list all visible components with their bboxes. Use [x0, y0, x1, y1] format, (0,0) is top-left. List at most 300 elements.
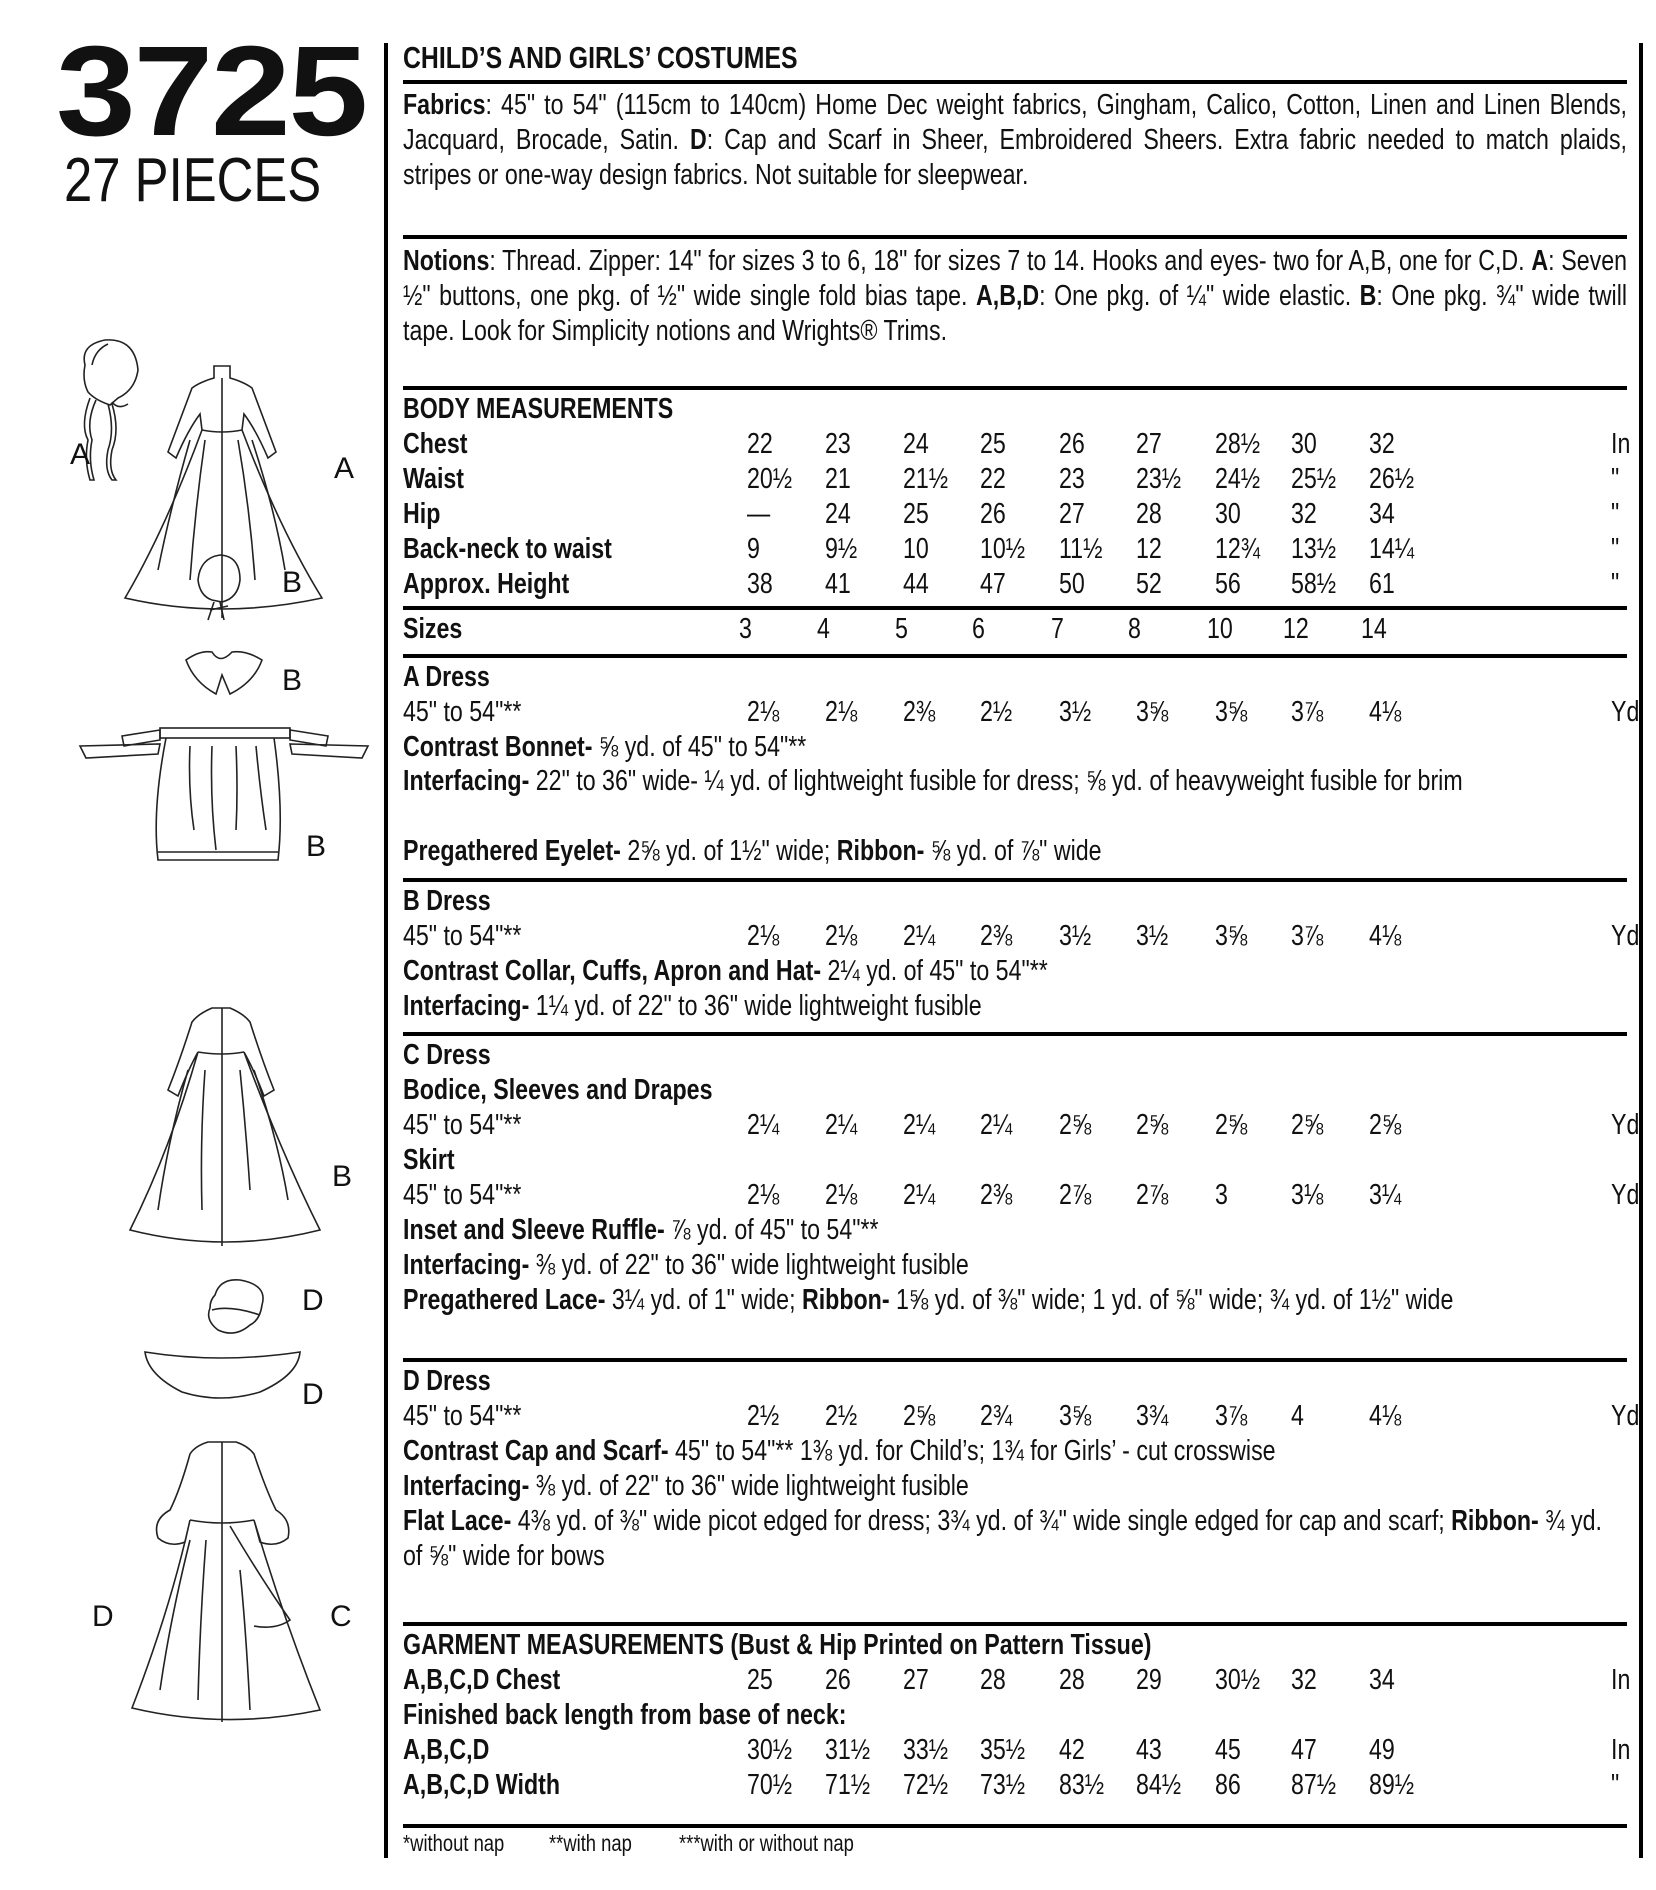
size-value-text: 2½: [825, 1400, 858, 1432]
d-dress-fabric-row: [403, 1399, 1640, 1434]
size-value: [1136, 919, 1176, 954]
dress-b-drawing: [130, 1008, 320, 1246]
size-value: [980, 1663, 1012, 1698]
cap-d-drawing: [209, 1280, 263, 1333]
unit-label: [1611, 462, 1621, 497]
size-value-text: 30½: [1215, 1664, 1261, 1696]
rule: [403, 1032, 1627, 1036]
size-value: [747, 1733, 803, 1768]
garment-measurements-heading: GARMENT MEASUREMENTS (Bust & Hip Printed on Pattern Tissue): [403, 1629, 1152, 1661]
row-label-text: Waist: [403, 463, 465, 495]
size-value-text: 9: [747, 533, 760, 565]
size-value-text: 3: [1215, 1179, 1228, 1211]
size-value-text: 2¾: [980, 1400, 1013, 1432]
size-value: [747, 427, 779, 462]
size-value: [1291, 695, 1331, 730]
size-value: [1215, 462, 1271, 497]
size-value-text: 32: [1369, 428, 1395, 460]
size-header-text: 3: [739, 613, 752, 645]
rule: [403, 235, 1627, 239]
size-value: [903, 695, 943, 730]
c-bodice-row: [403, 1108, 1640, 1143]
sizes-label: Sizes: [403, 613, 463, 645]
d-dress-heading: D Dress: [403, 1365, 491, 1397]
garment-back-row: [403, 1733, 1631, 1768]
c-dress-heading: C Dress: [403, 1039, 491, 1071]
size-value: [903, 1663, 935, 1698]
unit-label: [1611, 567, 1621, 602]
size-value: [747, 532, 763, 567]
a-bonnet-label: Contrast Bonnet-: [403, 731, 593, 763]
size-value-text: 23½: [1136, 463, 1182, 495]
unit-label: [1611, 1399, 1646, 1434]
b-contrast-text: 2¼ yd. of 45" to 54"**: [821, 955, 1048, 987]
size-value: [1215, 695, 1255, 730]
notions-b-label: B: [1359, 280, 1377, 312]
size-value: [1136, 427, 1168, 462]
footnote-without-nap: [403, 1830, 530, 1857]
size-value-text: 3⅞: [1215, 1400, 1248, 1432]
size-value-text: 2⅝: [1291, 1109, 1324, 1141]
b-interfacing-label: Interfacing-: [403, 990, 530, 1022]
a-ribbon-text: ⅝ yd. of ⅞" wide: [924, 835, 1102, 867]
size-value: [747, 695, 787, 730]
size-value: [903, 1178, 943, 1213]
row-label-text: Chest: [403, 428, 468, 460]
size-value: [1136, 532, 1168, 567]
notions-abd-label: A,B,D: [976, 280, 1040, 312]
row-label-text: Approx. Height: [403, 568, 570, 600]
row-label: [403, 1399, 551, 1434]
size-value-text: 2⅞: [1136, 1179, 1169, 1211]
size-value-text: 2⅛: [747, 1179, 780, 1211]
size-value-text: 3⅞: [1291, 920, 1324, 952]
row-label: [403, 1663, 600, 1698]
size-value-text: 22: [980, 463, 1006, 495]
notions-text: : Seven ½" buttons, one pkg. of ½" wide single fold bias tape.: [403, 245, 1628, 312]
unit-label-text: Yd: [1611, 1179, 1640, 1211]
size-value: [1369, 462, 1425, 497]
size-value-text: 26½: [1369, 463, 1415, 495]
size-value-text: 86: [1215, 1769, 1241, 1801]
size-value: [1215, 497, 1247, 532]
size-value-text: 28: [1136, 498, 1162, 530]
row-label-text: 45" to 54"**: [403, 1179, 522, 1211]
size-value: [1215, 1768, 1247, 1803]
size-value-text: 41: [825, 568, 851, 600]
size-value: [980, 532, 1036, 567]
view-label-d-scarf: D: [302, 1378, 324, 1411]
size-value: [747, 497, 776, 532]
size-header: [895, 612, 911, 647]
size-value: [1291, 427, 1323, 462]
row-label: [403, 497, 450, 532]
size-value: [747, 1108, 787, 1143]
size-value-text: 43: [1136, 1734, 1162, 1766]
size-value: [825, 695, 865, 730]
size-value-text: 3⅝: [1136, 696, 1169, 728]
size-value-text: 33½: [903, 1734, 949, 1766]
size-value-text: 89½: [1369, 1769, 1415, 1801]
body-measurements-heading: [403, 392, 741, 427]
size-value-text: 25: [747, 1664, 773, 1696]
size-value: [1369, 1178, 1409, 1213]
size-value: [747, 1663, 779, 1698]
size-value: [1215, 919, 1255, 954]
measurement-row: [403, 427, 1631, 462]
size-value: [1059, 497, 1091, 532]
a-interfacing-label: Interfacing-: [403, 765, 530, 797]
view-label-c-dress: C: [330, 1600, 352, 1633]
size-value: [747, 1768, 803, 1803]
c-ribbon-label: Ribbon-: [801, 1284, 890, 1316]
unit-label-text: In: [1611, 1664, 1631, 1696]
b-contrast-label: Contrast Collar, Cuffs, Apron and Hat-: [403, 955, 822, 987]
c-bodice-heading: Bodice, Sleeves and Drapes: [403, 1074, 713, 1106]
size-header: [817, 612, 833, 647]
size-value-text: 2⅛: [825, 920, 858, 952]
unit-label-text: ": [1611, 533, 1620, 565]
size-value: [1059, 1768, 1115, 1803]
notions-text: : One pkg. ¾" wide twill tape. Look for Simplicity notions and Wrights® Trims.: [403, 280, 1628, 347]
sizes-row: [403, 612, 1627, 647]
a-eyelet-text: 2⅝ yd. of 1½" wide;: [620, 835, 837, 867]
scarf-d-drawing: [145, 1352, 300, 1398]
size-value-text: 3½: [1136, 920, 1169, 952]
size-value: [1059, 532, 1113, 567]
unit-label-text: Yd: [1611, 1109, 1640, 1141]
size-header: [1283, 612, 1315, 647]
measurement-row: [403, 462, 1627, 497]
d-cap-label: Contrast Cap and Scarf-: [403, 1435, 669, 1467]
size-value-text: 49: [1369, 1734, 1395, 1766]
size-value: [1059, 567, 1091, 602]
size-value: [1059, 427, 1091, 462]
row-label: [403, 919, 551, 954]
size-value-text: —: [747, 498, 771, 530]
size-value: [1291, 1663, 1323, 1698]
size-value-text: 4⅛: [1369, 696, 1402, 728]
size-value: [980, 919, 1020, 954]
size-value-text: 25½: [1291, 463, 1337, 495]
size-value-text: 21½: [903, 463, 949, 495]
unit-label: [1611, 497, 1621, 532]
size-value-text: 21: [825, 463, 851, 495]
size-value-text: 87½: [1291, 1769, 1337, 1801]
size-value-text: 24: [825, 498, 851, 530]
size-value: [1369, 695, 1409, 730]
c-interfacing-text: ⅜ yd. of 22" to 36" wide lightweight fusible: [529, 1249, 969, 1281]
size-value-text: 2⅛: [747, 696, 780, 728]
size-value-text: 10½: [980, 533, 1026, 565]
unit-label: [1611, 427, 1635, 462]
size-value: [980, 1178, 1020, 1213]
size-value-text: 2⅜: [980, 920, 1013, 952]
a-dress-fabric-row: [403, 695, 1640, 730]
size-value-text: 2⅝: [903, 1400, 936, 1432]
size-value: [980, 462, 1012, 497]
size-value: [1369, 1733, 1401, 1768]
size-value: [1136, 497, 1168, 532]
unit-label: [1611, 532, 1621, 567]
size-value: [1136, 462, 1192, 497]
size-value-text: 2¼: [825, 1109, 858, 1141]
unit-label-text: Yd: [1611, 1400, 1640, 1432]
c-lace-text: 3¼ yd. of 1" wide;: [605, 1284, 802, 1316]
size-header-text: 10: [1207, 613, 1233, 645]
size-header-text: 7: [1051, 613, 1064, 645]
size-value: [1369, 532, 1425, 567]
rule: [403, 1622, 1627, 1626]
size-value-text: 2½: [747, 1400, 780, 1432]
footnote-text: *without nap: [403, 1830, 505, 1856]
view-label-d-dress: D: [92, 1600, 114, 1633]
row-label-text: 45" to 54"**: [403, 1109, 522, 1141]
fabrics-text: : 45" to 54" (115cm to 140cm) Home Dec weight fabrics, Gingham, Calico, Cotton, Linen and Linen Blends, Jacquard, Brocade, Satin.: [403, 89, 1628, 156]
size-value: [980, 1733, 1036, 1768]
size-header: [739, 612, 755, 647]
size-value-text: 45: [1215, 1734, 1241, 1766]
row-label-text: 45" to 54"**: [403, 696, 522, 728]
size-value: [1059, 1663, 1091, 1698]
row-label-text: 45" to 54"**: [403, 1400, 522, 1432]
size-value-text: 25: [980, 428, 1006, 460]
notions-text: : One pkg. of ¼" wide elastic.: [1039, 280, 1360, 312]
size-value: [825, 919, 865, 954]
rule: [403, 606, 1627, 610]
size-value: [1215, 427, 1271, 462]
size-value: [825, 1663, 857, 1698]
pieces-count: 27 PIECES: [64, 146, 322, 215]
size-value-text: 2⅛: [825, 1179, 858, 1211]
view-label-b-dress: B: [332, 1160, 353, 1193]
rule: [403, 1824, 1627, 1828]
d-interfacing-text: ⅜ yd. of 22" to 36" wide lightweight fusible: [529, 1470, 969, 1502]
size-value-text: 2¼: [903, 1109, 936, 1141]
row-label: [403, 567, 611, 602]
illustrations-panel: [40, 330, 380, 1750]
size-value-text: 35½: [980, 1734, 1026, 1766]
size-value: [1291, 497, 1323, 532]
size-value: [980, 1108, 1020, 1143]
size-value-text: 52: [1136, 568, 1162, 600]
garment-illustrations: [40, 330, 380, 1750]
row-label: [403, 1178, 551, 1213]
size-value: [1136, 1733, 1168, 1768]
rule: [403, 654, 1627, 658]
size-value-text: 71½: [825, 1769, 871, 1801]
size-value-text: 3⅝: [1215, 920, 1248, 952]
size-value: [980, 1399, 1020, 1434]
row-label: [403, 1108, 551, 1143]
heading-text: BODY MEASUREMENTS: [403, 393, 674, 425]
c-skirt-heading: Skirt: [403, 1144, 455, 1176]
size-value: [747, 567, 779, 602]
size-value: [1215, 1178, 1231, 1213]
size-value-text: 83½: [1059, 1769, 1105, 1801]
footnote-text: **with nap: [549, 1830, 632, 1856]
size-value-text: 38: [747, 568, 773, 600]
size-value-text: 25: [903, 498, 929, 530]
size-value-text: 2⅜: [980, 1179, 1013, 1211]
size-value: [980, 497, 1012, 532]
size-value: [1215, 567, 1247, 602]
view-label-b-collar: B: [282, 664, 303, 697]
notions-a-label: A: [1531, 245, 1549, 277]
fabrics-d-label: D: [689, 124, 707, 156]
left-divider: [384, 43, 388, 1858]
unit-label-text: Yd: [1611, 696, 1640, 728]
size-value: [1059, 462, 1091, 497]
rule: [403, 878, 1627, 882]
notions-block: [403, 244, 1627, 349]
size-value-text: 50: [1059, 568, 1085, 600]
size-value-text: 28: [980, 1664, 1006, 1696]
size-value: [1369, 1768, 1425, 1803]
size-value: [1059, 1108, 1099, 1143]
size-value-text: 3⅝: [1215, 696, 1248, 728]
d-interfacing-label: Interfacing-: [403, 1470, 530, 1502]
size-value-text: 73½: [980, 1769, 1026, 1801]
size-value: [1291, 567, 1347, 602]
size-header-text: 6: [972, 613, 985, 645]
size-value-text: 2⅛: [825, 696, 858, 728]
row-label: [403, 462, 479, 497]
size-value: [1369, 1663, 1401, 1698]
size-value: [1059, 1399, 1099, 1434]
size-value-text: 3½: [1059, 696, 1092, 728]
size-value-text: 28½: [1215, 428, 1261, 460]
b-interfacing-text: 1¼ yd. of 22" to 36" wide lightweight fusible: [529, 990, 982, 1022]
size-value: [1369, 1399, 1409, 1434]
size-value: [1136, 1178, 1176, 1213]
size-value: [903, 919, 943, 954]
size-value: [1136, 1399, 1176, 1434]
size-value: [825, 532, 865, 567]
size-value-text: 10: [903, 533, 929, 565]
fabrics-label: Fabrics: [403, 89, 486, 121]
size-value: [825, 497, 857, 532]
size-header-text: 8: [1128, 613, 1141, 645]
size-value-text: 23: [1059, 463, 1085, 495]
size-value: [1215, 532, 1271, 567]
size-value-text: 24: [903, 428, 929, 460]
row-label: [403, 695, 551, 730]
size-value-text: 2½: [980, 696, 1013, 728]
size-value-text: 4: [1291, 1400, 1304, 1432]
size-value: [1291, 1399, 1307, 1434]
size-value-text: 26: [980, 498, 1006, 530]
size-value-text: 3½: [1059, 920, 1092, 952]
size-value-text: 22: [747, 428, 773, 460]
rule: [403, 386, 1627, 390]
size-value-text: 29: [1136, 1664, 1162, 1696]
size-value: [980, 1768, 1036, 1803]
row-label: [403, 427, 484, 462]
size-value-text: 3⅝: [1059, 1400, 1092, 1432]
measurement-row: [403, 567, 1627, 602]
fabrics-block: [403, 88, 1627, 193]
c-interfacing-label: Interfacing-: [403, 1249, 530, 1281]
c-lace-label: Pregathered Lace-: [403, 1284, 606, 1316]
size-value-text: 3⅛: [1291, 1179, 1324, 1211]
c-ruffle-text: ⅞ yd. of 45" to 54"**: [664, 1214, 879, 1246]
size-value: [1369, 1108, 1409, 1143]
size-value-text: 2¼: [747, 1109, 780, 1141]
unit-label: [1611, 1178, 1646, 1213]
size-value-text: 47: [980, 568, 1006, 600]
size-value: [903, 532, 935, 567]
size-value: [903, 1768, 959, 1803]
size-value: [747, 919, 787, 954]
size-value: [1369, 427, 1401, 462]
d-lace-label: Flat Lace-: [403, 1505, 512, 1537]
size-value-text: 2¼: [980, 1109, 1013, 1141]
size-value-text: 23: [825, 428, 851, 460]
size-value-text: 70½: [747, 1769, 793, 1801]
unit-label-text: ": [1611, 498, 1620, 530]
unit-label-text: Yd: [1611, 920, 1640, 952]
size-value-text: 2¼: [903, 920, 936, 952]
unit-label: [1611, 695, 1646, 730]
size-value-text: 12: [1136, 533, 1162, 565]
view-label-d-cap: D: [302, 1284, 324, 1317]
pattern-number: 3725: [56, 20, 366, 163]
size-value-text: 34: [1369, 498, 1395, 530]
size-value-text: 2¼: [903, 1179, 936, 1211]
size-value: [903, 567, 935, 602]
bonnet-a-drawing: [84, 340, 138, 480]
size-value: [1291, 1178, 1331, 1213]
size-value-text: 27: [1059, 498, 1085, 530]
size-value-text: 28: [1059, 1664, 1085, 1696]
size-header-text: 12: [1283, 613, 1309, 645]
size-header-text: 14: [1361, 613, 1387, 645]
measurement-row: [403, 497, 1627, 532]
size-value-text: 2⅝: [1215, 1109, 1248, 1141]
unit-label: [1611, 1768, 1621, 1803]
size-value-text: 84½: [1136, 1769, 1182, 1801]
size-value: [903, 427, 935, 462]
d-ribbon-label: Ribbon-: [1451, 1505, 1539, 1537]
size-value: [1136, 1663, 1168, 1698]
size-value-text: 72½: [903, 1769, 949, 1801]
unit-label-text: ": [1611, 1769, 1620, 1801]
row-label-text: 45" to 54"**: [403, 920, 522, 952]
a-bonnet-text: ⅝ yd. of 45" to 54"**: [592, 731, 807, 763]
b-dress-heading: B Dress: [403, 885, 491, 917]
size-value: [1215, 1108, 1255, 1143]
size-value: [1369, 567, 1401, 602]
size-value-text: 32: [1291, 1664, 1317, 1696]
size-value-text: 2⅝: [1059, 1109, 1092, 1141]
size-value: [1059, 695, 1099, 730]
size-value: [1136, 1108, 1176, 1143]
unit-label-text: In: [1611, 1734, 1631, 1766]
size-value-text: 30: [1291, 428, 1317, 460]
row-label-text: A,B,C,D Width: [403, 1769, 561, 1801]
measurement-row: [403, 532, 1627, 567]
size-header: [972, 612, 988, 647]
size-value: [903, 1399, 943, 1434]
b-dress-fabric-row: [403, 919, 1640, 954]
size-header: [1207, 612, 1239, 647]
size-value: [980, 427, 1012, 462]
rule: [403, 80, 1627, 84]
size-value-text: 42: [1059, 1734, 1085, 1766]
d-ribbon-text: ¾ yd. of ⅝" wide for bows: [403, 1505, 1602, 1572]
size-value: [1136, 567, 1168, 602]
